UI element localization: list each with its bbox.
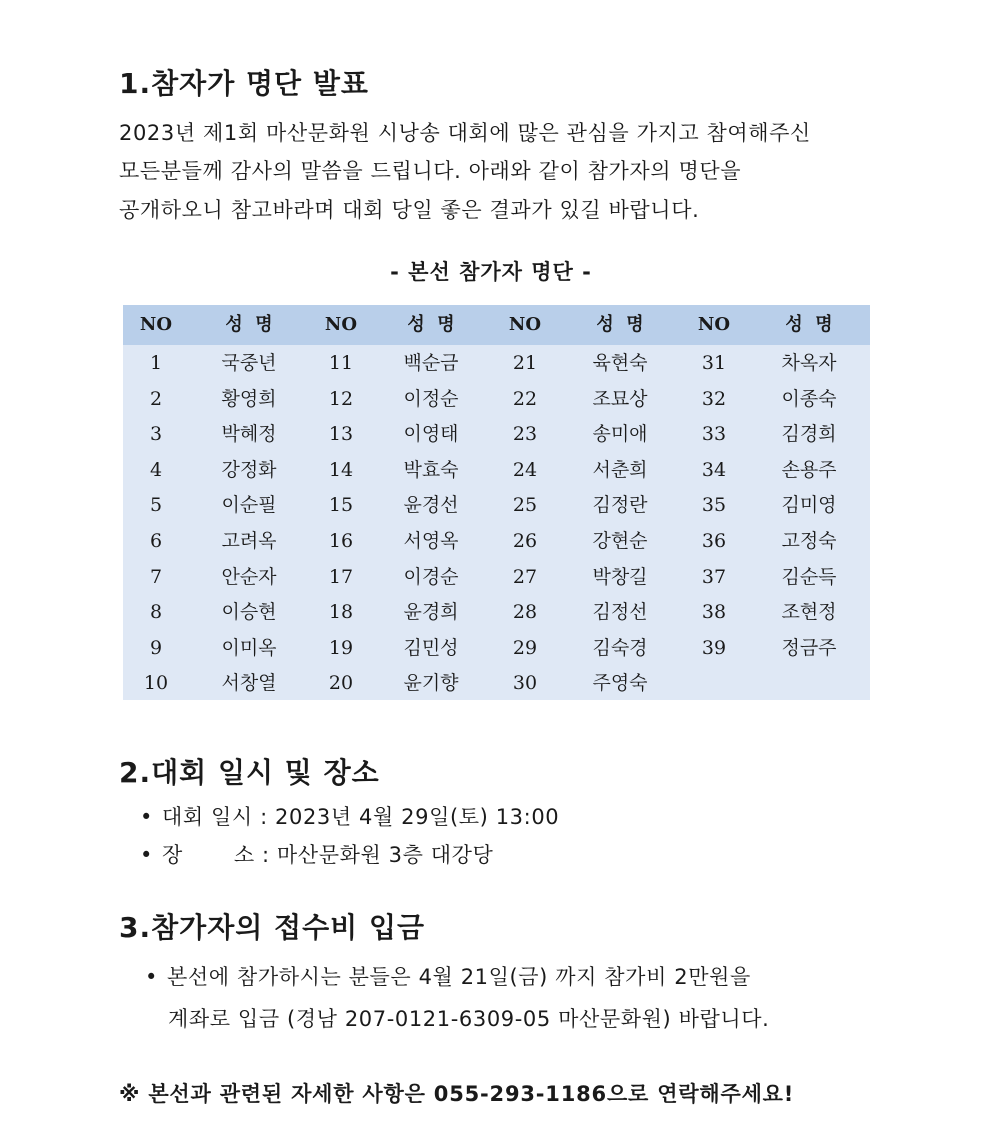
cell-participant-name: 윤기향: [403, 672, 459, 694]
cell-participant-name: 이순필: [221, 494, 277, 516]
cell-number: 32: [701, 388, 727, 410]
cell-participant-name: 이미옥: [221, 637, 277, 659]
cell-number: 20: [328, 672, 354, 694]
event-datetime-text: 대회 일시 : 2023년 4월 29일(토) 13:00: [162, 805, 560, 829]
cell-number: 36: [701, 530, 727, 552]
cell-number: 17: [328, 566, 354, 588]
cell-number: 29: [512, 637, 538, 659]
cell-number: 37: [701, 566, 727, 588]
header-no: NO: [139, 314, 173, 335]
cell-participant-name: 강현순: [592, 530, 648, 552]
intro-line-2: 모든분들께 감사의 말씀을 드립니다. 아래와 같이 참가자의 명단을: [119, 159, 742, 183]
cell-participant-name: 송미애: [592, 423, 648, 445]
cell-number: 4: [149, 459, 163, 481]
cell-number: 2: [149, 388, 163, 410]
cell-participant-name: 서창열: [221, 672, 277, 694]
bullet-icon: •: [140, 805, 153, 829]
payment-line-1: [145, 965, 751, 989]
cell-number: 34: [701, 459, 727, 481]
contact-notice: ※ 본선과 관련된 자세한 사항은 055-293-1186으로 연락해주세요!: [119, 1082, 795, 1106]
cell-number: 10: [143, 672, 169, 694]
cell-participant-name: 이승현: [221, 601, 277, 623]
header-name: 성 명: [407, 314, 455, 335]
cell-number: 3: [149, 423, 163, 445]
cell-participant-name: 이정순: [403, 388, 459, 410]
cell-number: 25: [512, 494, 538, 516]
cell-number: 33: [701, 423, 727, 445]
cell-participant-name: 주영숙: [592, 672, 648, 694]
cell-number: 1: [149, 352, 163, 374]
cell-participant-name: 이종숙: [781, 388, 837, 410]
bullet-icon: •: [140, 843, 153, 867]
cell-participant-name: 김숙경: [592, 637, 648, 659]
cell-participant-name: 이영태: [403, 423, 459, 445]
cell-number: 5: [149, 494, 163, 516]
cell-participant-name: 김민성: [403, 637, 459, 659]
cell-participant-name: 고정숙: [781, 530, 837, 552]
cell-number: 13: [328, 423, 354, 445]
cell-participant-name: 황영희: [221, 388, 277, 410]
cell-participant-name: 박효숙: [403, 459, 459, 481]
cell-number: 21: [512, 352, 538, 374]
cell-participant-name: 육현숙: [592, 352, 648, 374]
cell-participant-name: 국중년: [221, 352, 277, 374]
cell-participant-name: 김순득: [781, 566, 837, 588]
table-title: - 본선 참가자 명단 -: [390, 260, 592, 284]
cell-participant-name: 정금주: [781, 637, 837, 659]
cell-participant-name: 손용주: [781, 459, 837, 481]
cell-participant-name: 김미영: [781, 494, 837, 516]
participant-table: [123, 305, 870, 700]
cell-number: 28: [512, 601, 538, 623]
event-datetime: [140, 805, 559, 829]
cell-number: 16: [328, 530, 354, 552]
cell-participant-name: 서영옥: [403, 530, 459, 552]
cell-number: 24: [512, 459, 538, 481]
cell-number: 31: [701, 352, 727, 374]
header-name: 성 명: [596, 314, 644, 335]
cell-number: 15: [328, 494, 354, 516]
cell-number: 7: [149, 566, 163, 588]
intro-line-3: 공개하오니 참고바라며 대회 당일 좋은 결과가 있길 바랍니다.: [119, 198, 700, 222]
cell-participant-name: 이경순: [403, 566, 459, 588]
cell-number: 22: [512, 388, 538, 410]
event-place-text: 장 소 : 마산문화원 3층 대강당: [162, 843, 494, 867]
cell-participant-name: 윤경희: [403, 601, 459, 623]
bullet-icon: •: [145, 965, 158, 989]
cell-participant-name: 윤경선: [403, 494, 459, 516]
cell-number: 19: [328, 637, 354, 659]
section2-title: 2.대회 일시 및 장소: [119, 756, 380, 789]
cell-number: 35: [701, 494, 727, 516]
intro-line-1: 2023년 제1회 마산문화원 시낭송 대회에 많은 관심을 가지고 참여해주신: [119, 121, 811, 145]
cell-participant-name: 박창길: [592, 566, 648, 588]
cell-number: 6: [149, 530, 163, 552]
cell-participant-name: 서춘희: [592, 459, 648, 481]
header-no: NO: [697, 314, 731, 335]
cell-number: 27: [512, 566, 538, 588]
cell-participant-name: 백순금: [403, 352, 459, 374]
header-name: 성 명: [785, 314, 833, 335]
cell-number: 39: [701, 637, 727, 659]
cell-number: 23: [512, 423, 538, 445]
section3-title: 3.참가자의 접수비 입금: [119, 911, 426, 944]
cell-participant-name: 고려옥: [221, 530, 277, 552]
cell-participant-name: 차옥자: [781, 352, 837, 374]
cell-participant-name: 조현정: [781, 601, 837, 623]
cell-number: 8: [149, 601, 163, 623]
cell-number: 14: [328, 459, 354, 481]
payment-line-2: 계좌로 입금 (경남 207-0121-6309-05 마산문화원) 바랍니다.: [168, 1007, 770, 1031]
cell-participant-name: 박혜정: [221, 423, 277, 445]
cell-number: 30: [512, 672, 538, 694]
section1-title: 1.참자가 명단 발표: [119, 67, 369, 100]
cell-number: 26: [512, 530, 538, 552]
cell-participant-name: 강정화: [221, 459, 277, 481]
header-no: NO: [324, 314, 358, 335]
cell-number: 38: [701, 601, 727, 623]
cell-number: 12: [328, 388, 354, 410]
cell-participant-name: 김정선: [592, 601, 648, 623]
cell-number: 9: [149, 637, 163, 659]
event-place: [140, 843, 493, 867]
cell-number: 18: [328, 601, 354, 623]
cell-participant-name: 김정란: [592, 494, 648, 516]
cell-participant-name: 김경희: [781, 423, 837, 445]
cell-number: 11: [328, 352, 354, 374]
header-name: 성 명: [225, 314, 273, 335]
cell-participant-name: 조묘상: [592, 388, 648, 410]
payment-line-1-text: 본선에 참가하시는 분들은 4월 21일(금) 까지 참가비 2만원을: [167, 965, 751, 989]
cell-participant-name: 안순자: [221, 566, 277, 588]
header-no: NO: [508, 314, 542, 335]
